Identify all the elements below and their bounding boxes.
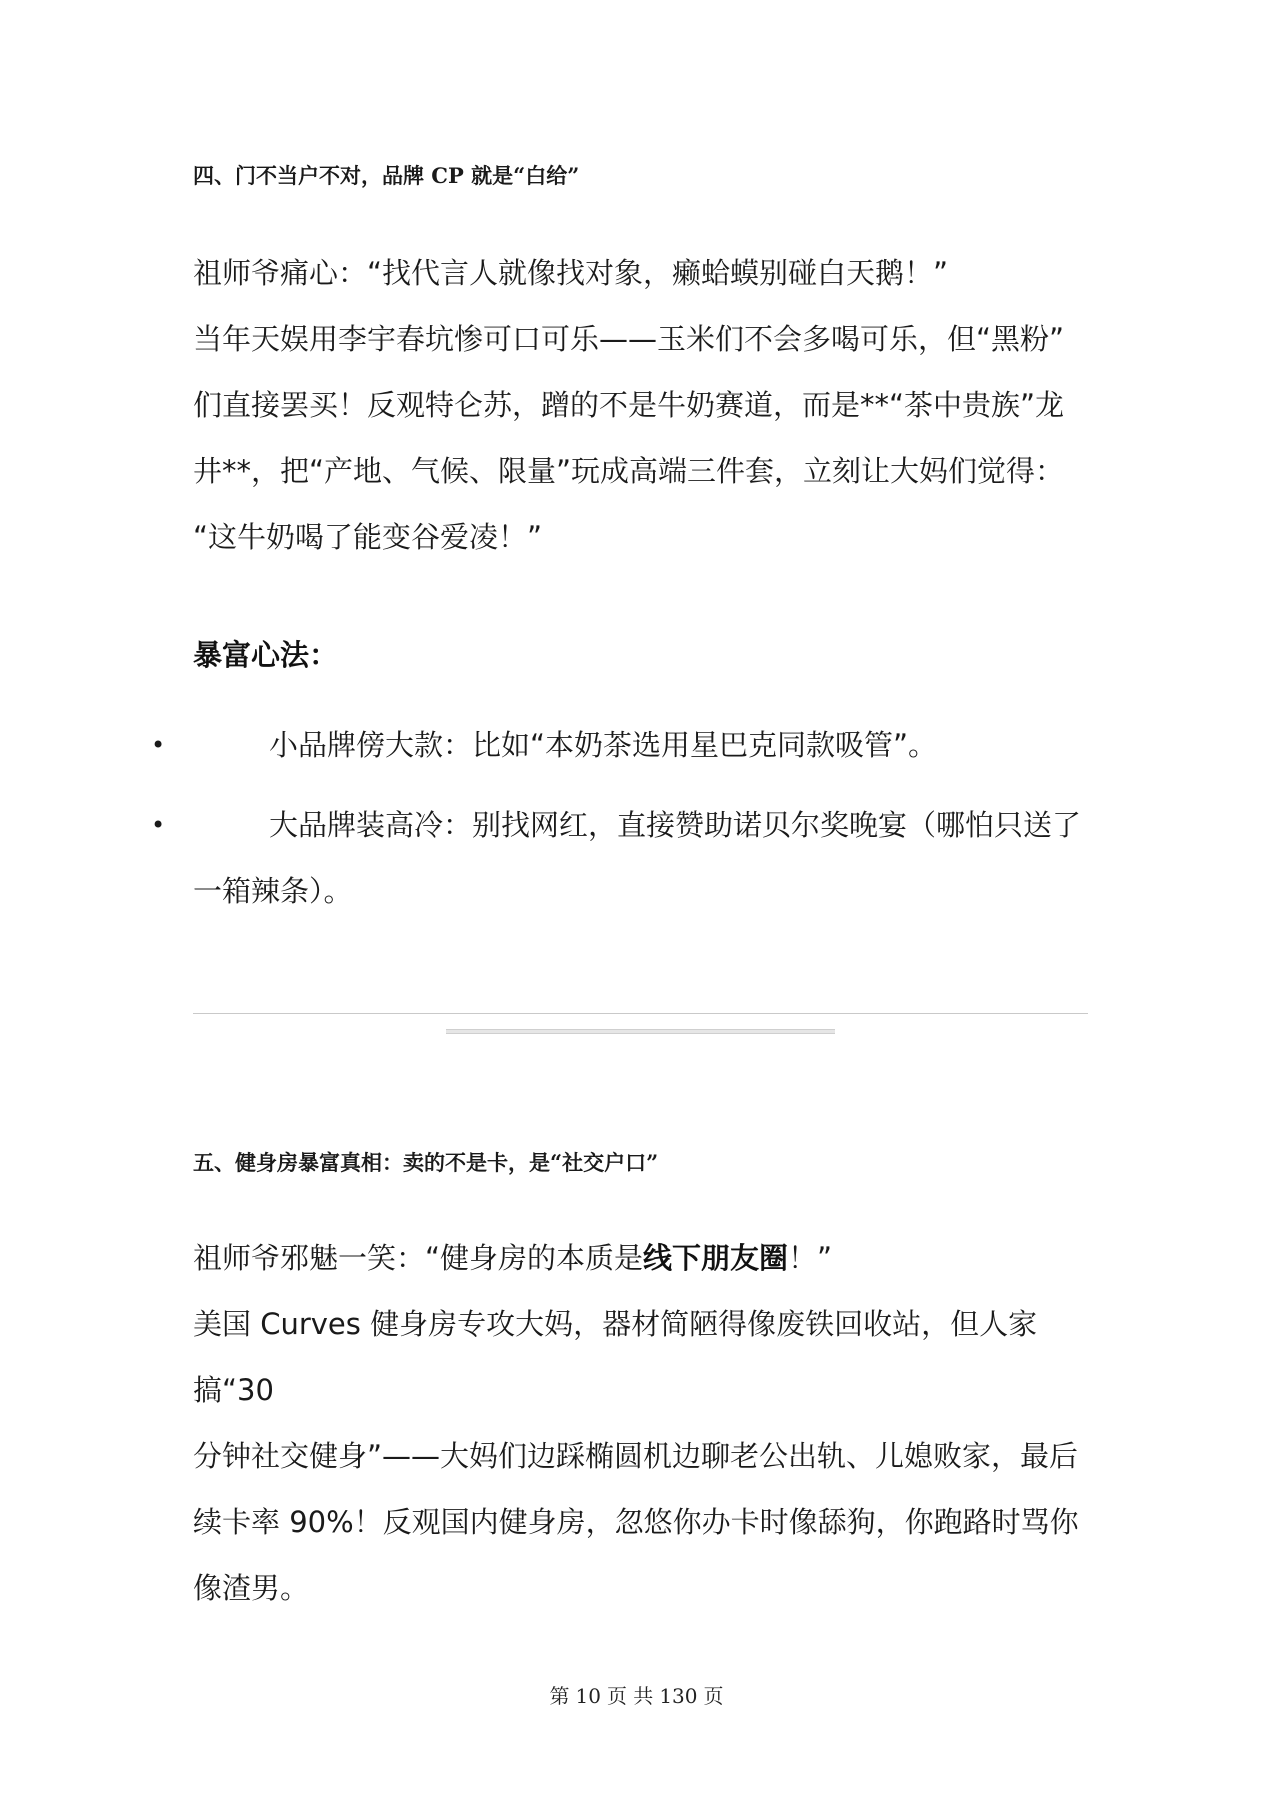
list-item-text: 小品牌傍大款：比如“本奶茶选用星巴克同款吸管”。 [269, 728, 938, 762]
paragraph-line: 美国 Curves 健身房专攻大妈，器材简陋得像废铁回收站，但人家搞“30 [193, 1307, 1038, 1407]
page-footer [0, 1680, 1273, 1709]
paragraph-line: 祖师爷痛心：“找代言人就像找对象，癞蛤蟆别碰白天鹅！” [193, 256, 949, 290]
section-divider-bar [446, 1029, 835, 1034]
paragraph-text: ！” [788, 1241, 833, 1275]
bullet-icon: • [151, 731, 166, 759]
paragraph-line: 续卡率 90%！反观国内健身房，忽悠你办卡时像舔狗，你跑路时骂你 [193, 1505, 1079, 1539]
footer-prefix: 第 [549, 1684, 570, 1708]
footer-middle: 页 共 [606, 1684, 654, 1708]
section-divider [193, 1013, 1088, 1014]
section-heading-5: 五、健身房暴富真相：卖的不是卡，是“社交户口” [193, 1150, 659, 1175]
section-5-paragraph [193, 1225, 1088, 1621]
section-4-paragraph [193, 240, 1088, 570]
paragraph-line: 们直接罢买！反观特仑苏，蹭的不是牛奶赛道，而是**“茶中贵族”龙 [193, 388, 1065, 422]
paragraph-line: 当年天娱用李宇春坑惨可口可乐——玉米们不会多喝可乐，但“黑粉” [193, 322, 1065, 356]
emphasized-text: 线下朋友圈 [643, 1241, 789, 1275]
paragraph-line: 分钟社交健身”——大妈们边踩椭圆机边聊老公出轨、儿媳败家，最后 [193, 1439, 1079, 1473]
footer-suffix: 页 [703, 1684, 724, 1708]
list-item [0, 712, 1088, 778]
list-item-text: 大品牌装高冷：别找网红，直接赞助诺贝尔奖晚宴（哪怕只送了一箱辣条）。 [193, 808, 1082, 908]
paragraph-line: 像渣男。 [193, 1571, 310, 1605]
total-pages: 130 [659, 1684, 698, 1708]
current-page-number: 10 [575, 1684, 601, 1708]
paragraph-text: 祖师爷邪魅一笑：“健身房的本质是 [193, 1241, 644, 1275]
list-item [0, 792, 1088, 924]
section-heading-4: 四、门不当户不对，品牌 CP 就是“白给” [193, 163, 580, 188]
paragraph-line [193, 1225, 1088, 1291]
paragraph-line: “这牛奶喝了能变谷爱凌！” [193, 520, 543, 554]
paragraph-line: 井**，把“产地、气候、限量”玩成高端三件套，立刻让大妈们觉得： [193, 454, 1065, 488]
tips-list [0, 712, 1100, 924]
tips-subheading: 暴富心法： [193, 638, 339, 672]
bullet-icon: • [151, 811, 166, 839]
